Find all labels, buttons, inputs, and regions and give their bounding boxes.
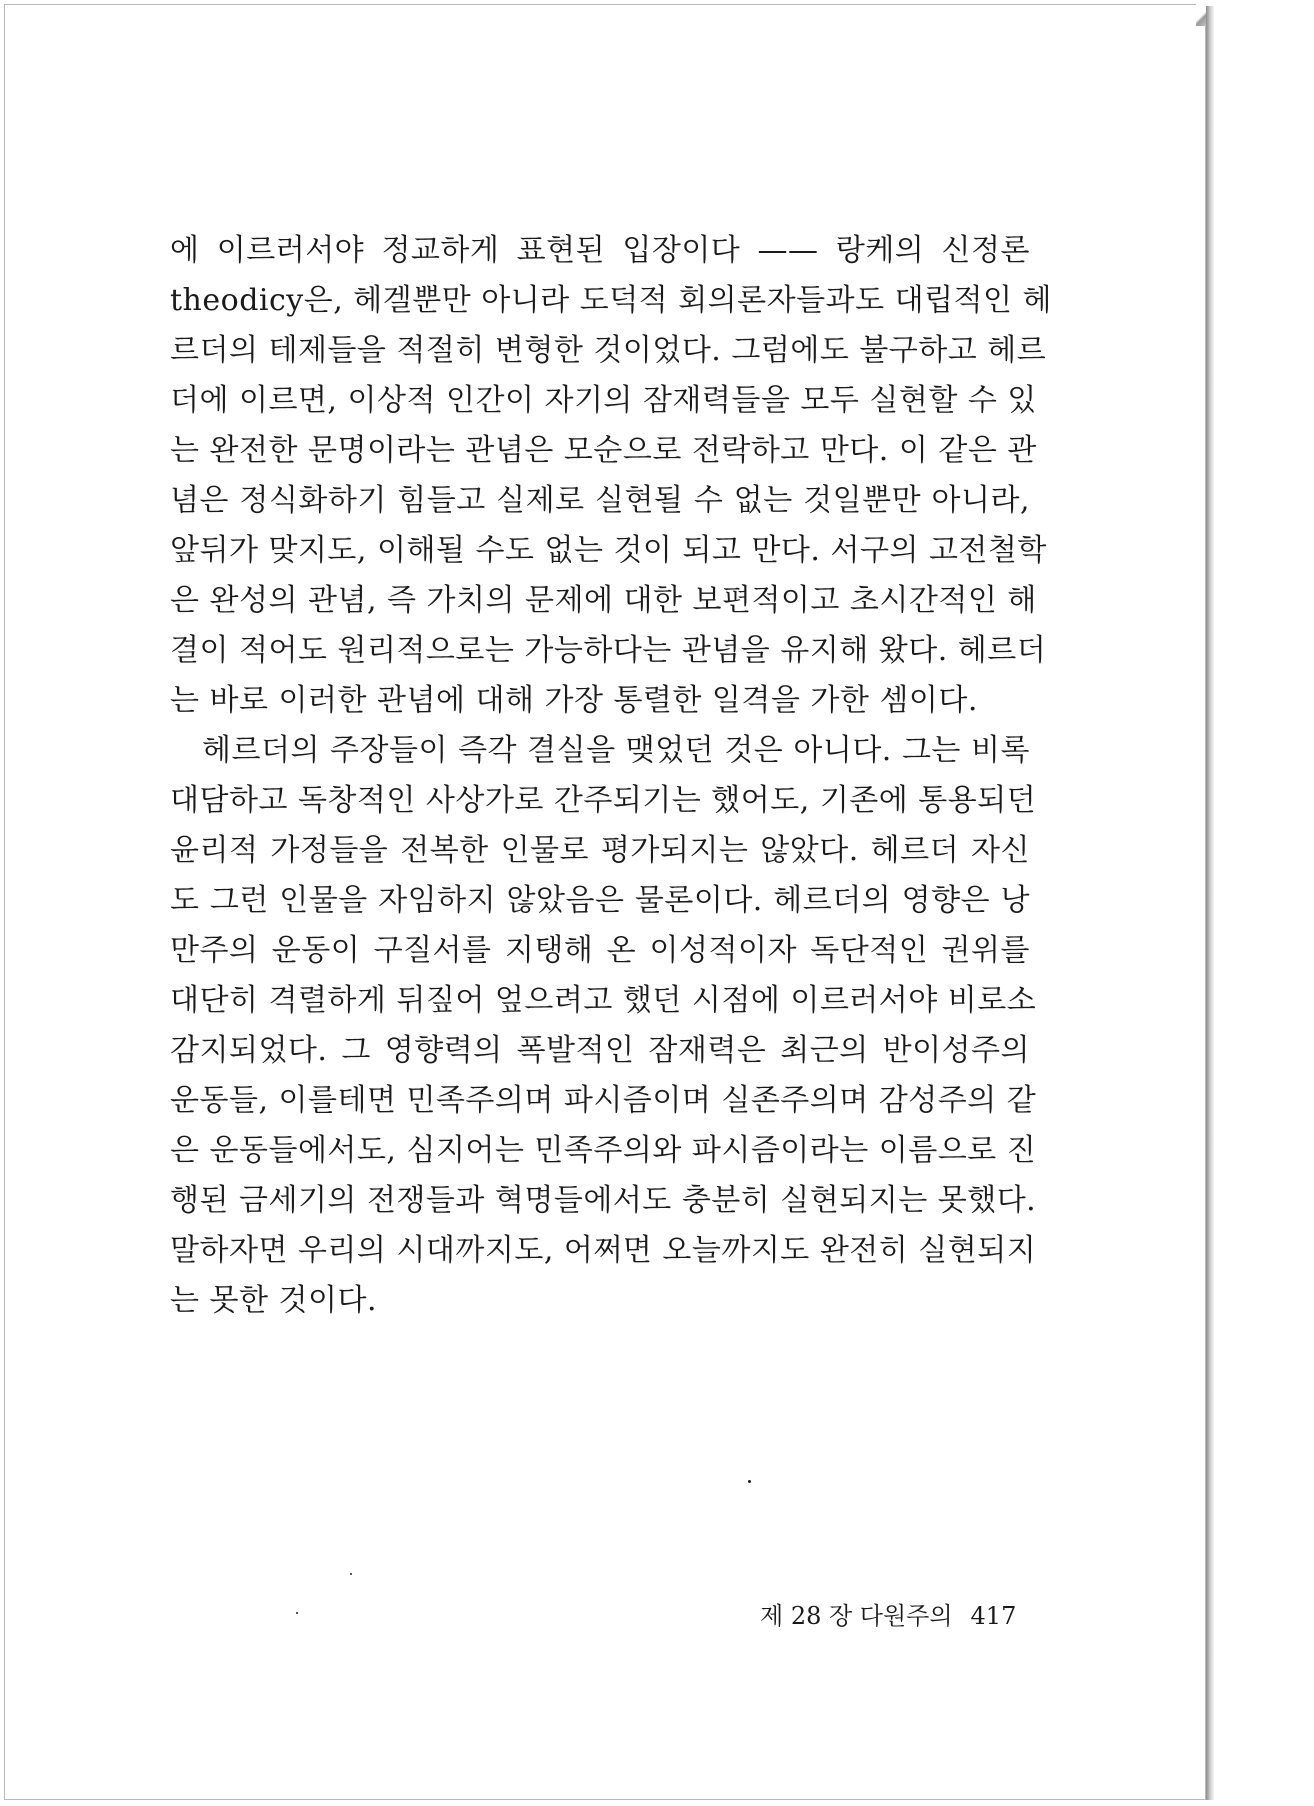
text-line: 에 이르러서야 정교하게 표현된 입장이다 —— 랑케의 신정론: [170, 233, 1030, 268]
text-line: 는 못한 것이다.: [170, 1283, 377, 1318]
chapter-title: 제 28 장 다원주의: [760, 1602, 953, 1630]
paragraph-2: [170, 726, 1037, 1326]
text-line: 행된 금세기의 전쟁들과 혁명들에서도 충분히 실현되지는 못했다.: [170, 1183, 1037, 1218]
text-line: 앞뒤가 맞지도, 이해될 수도 없는 것이 되고 만다. 서구의 고전철학: [170, 533, 1047, 568]
body-text: [170, 226, 1053, 1326]
scan-speck: [748, 1480, 751, 1483]
text-line: 말하자면 우리의 시대까지도, 어쩌면 오늘까지도 완전히 실현되지: [170, 1233, 1037, 1268]
paragraph-1: [170, 226, 1053, 726]
text-line: 대담하고 독창적인 사상가로 간주되기는 했어도, 기존에 통용되던: [170, 783, 1037, 818]
scan-speck: [350, 1573, 352, 1575]
text-line: 운동들, 이를테면 민족주의며 파시즘이며 실존주의며 감성주의 같: [170, 1083, 1037, 1118]
text-line: 감지되었다. 그 영향력의 폭발적인 잠재력은 최근의 반이성주의: [170, 1033, 1030, 1068]
page-edge-shadow: [1206, 6, 1214, 1800]
text-line: 대단히 격렬하게 뒤짚어 엎으려고 했던 시점에 이르러서야 비로소: [170, 983, 1037, 1018]
text-line: 더에 이르면, 이상적 인간이 자기의 잠재력들을 모두 실현할 수 있: [170, 383, 1037, 418]
text-line: 은 운동들에서도, 심지어는 민족주의와 파시즘이라는 이름으로 진: [170, 1133, 1037, 1168]
running-footer: [760, 1596, 1017, 1631]
text-line: 도 그런 인물을 자임하지 않았음은 물론이다. 헤르더의 영향은 낭: [170, 883, 1030, 918]
text-line: 르더의 테제들을 적절히 변형한 것이었다. 그럼에도 불구하고 헤르: [170, 333, 1047, 368]
scan-speck: [296, 1612, 298, 1614]
text-line: 은 완성의 관념, 즉 가치의 문제에 대한 보편적이고 초시간적인 해: [170, 583, 1037, 618]
text-line: 결이 적어도 원리적으로는 가능하다는 관념을 유지해 왔다. 헤르더: [170, 633, 1047, 668]
text-line: 윤리적 가정들을 전복한 인물로 평가되지는 않았다. 헤르더 자신: [170, 833, 1030, 868]
page-number: 417: [970, 1602, 1017, 1630]
text-line: 는 바로 이러한 관념에 대해 가장 통렬한 일격을 가한 셈이다.: [170, 683, 978, 718]
text-line: 는 완전한 문명이라는 관념은 모순으로 전락하고 만다. 이 같은 관: [170, 433, 1037, 468]
text-line: theodicy은, 헤겔뿐만 아니라 도덕적 회의론자들과도 대립적인 헤: [170, 283, 1053, 318]
text-line: 념은 정식화하기 힘들고 실제로 실현될 수 없는 것일뿐만 아니라,: [170, 483, 1030, 518]
text-line: 만주의 운동이 구질서를 지탱해 온 이성적이자 독단적인 권위를: [170, 933, 1030, 968]
text-line: 헤르더의 주장들이 즉각 결실을 맺었던 것은 아니다. 그는 비록: [202, 733, 1030, 768]
